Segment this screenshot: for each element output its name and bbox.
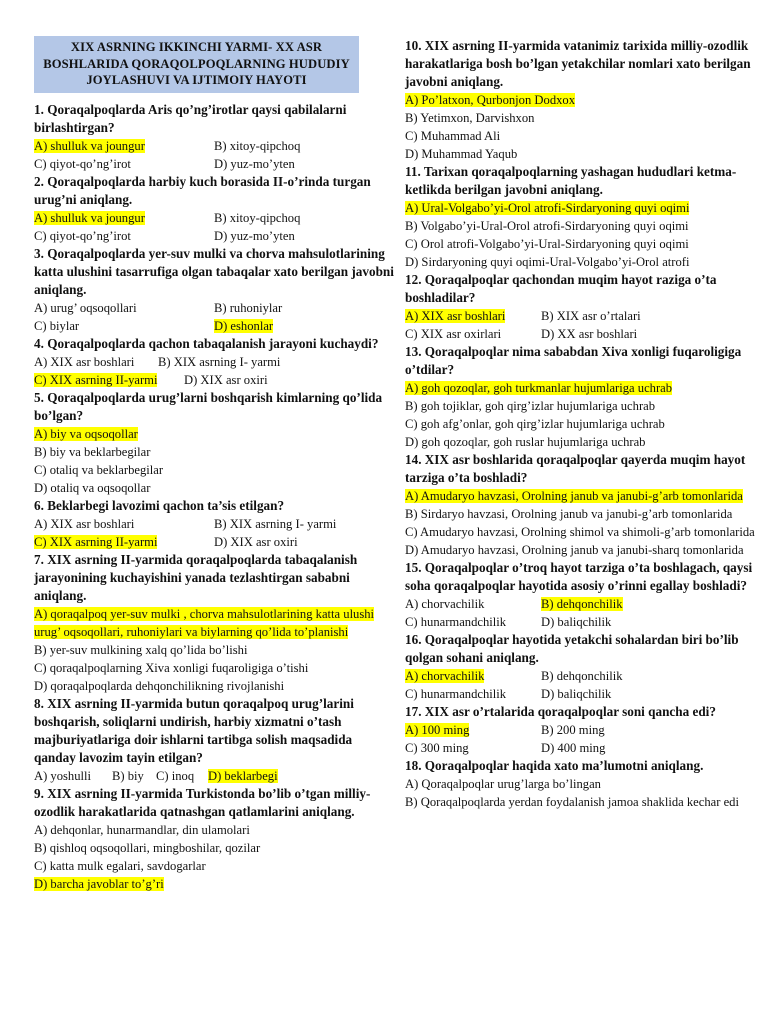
answer-row xyxy=(405,127,757,145)
answer-option: D) baliqchilik xyxy=(541,615,612,629)
question-text: 4. Qoraqalpoqlarda qachon tabaqalanish jarayoni kuchaydi? xyxy=(34,335,379,351)
answer-row xyxy=(34,317,396,335)
answer-option-correct: A) chorvachilik xyxy=(405,669,485,683)
spacer xyxy=(405,0,757,37)
answer-row xyxy=(405,397,757,415)
answer-row xyxy=(34,227,396,245)
answer-option: B) Volgabo’yi-Ural-Orol atrofi-Sirdaryoning quyi oqimi xyxy=(405,219,689,233)
answer-row xyxy=(405,487,757,505)
question-text: 8. XIX asrning II-yarmida butun qoraqalpoq urug’larini boshqarish, soliqlarni undirish, harbiy xizmatni o’tash majburiyatlariga doir ishlarni tartibga solish maqsadida qanday lavozim tayin etilgan? xyxy=(34,695,354,765)
answer-option: C) XIX asr oxirlari xyxy=(405,327,502,341)
answer-option: A) chorvachilik xyxy=(405,597,485,611)
answer-option: B) biy xyxy=(112,768,144,783)
answer-row xyxy=(405,379,757,397)
question-text: 13. Qoraqalpoqlar nima sababdan Xiva xonligi fuqaroligiga o’tdilar? xyxy=(405,344,742,377)
answer-option: B) XIX asrning I- yarmi xyxy=(214,516,337,531)
answer-option: A) urug’ oqsoqollari xyxy=(34,300,137,315)
answer-row xyxy=(34,533,396,551)
answer-option: B) Sirdaryo havzasi, Orolning janub va janubi-g’arb tomonlarida xyxy=(405,507,733,521)
question-block xyxy=(405,703,757,757)
answer-option-correct: D) barcha javoblar to’g’ri xyxy=(34,876,164,891)
answer-option: C) qoraqalpoqlarning Xiva xonligi fuqaroligiga o’tishi xyxy=(34,660,309,675)
answer-option: B) Qoraqalpoqlarda yerdan foydalanish jamoa shaklida kechar edi xyxy=(405,795,739,809)
answer-option: B) XIX asrning I- yarmi xyxy=(158,354,281,369)
answer-option: C) hunarmandchilik xyxy=(405,687,507,701)
answer-option-correct: D) beklarbegi xyxy=(208,768,278,783)
answer-option-correct: A) Amudaryo havzasi, Orolning janub va janubi-g’arb tomonlarida xyxy=(405,489,743,503)
answer-option-correct: B) dehqonchilik xyxy=(541,597,623,611)
answer-row xyxy=(405,541,757,559)
answer-option: C) hunarmandchilik xyxy=(405,615,507,629)
answer-row xyxy=(34,839,396,857)
question-block xyxy=(34,785,396,893)
answer-row xyxy=(405,307,757,325)
question-text: 6. Beklarbegi lavozimi qachon ta’sis etilgan? xyxy=(34,497,285,513)
question-text: 2. Qoraqalpoqlarda harbiy kuch borasida II-o’rinda turgan urug’ni aniqlang. xyxy=(34,173,371,207)
answer-option: D) Amudaryo havzasi, Orolning janub va janubi-sharq tomonlarida xyxy=(405,543,744,557)
question-block xyxy=(34,245,396,335)
answer-row xyxy=(405,721,757,739)
question-block xyxy=(34,551,396,695)
answer-option: A) XIX asr boshlari xyxy=(34,354,135,369)
answer-row xyxy=(34,857,396,875)
answer-option: B) goh tojiklar, goh qirg’izlar hujumlariga uchrab xyxy=(405,399,656,413)
answer-option: C) inoq xyxy=(156,768,195,783)
answer-row xyxy=(405,505,757,523)
answer-option: C) otaliq va beklarbegilar xyxy=(34,462,164,477)
answer-option: C) Amudaryo havzasi, Orolning shimol va shimoli-g’arb tomonlarida xyxy=(405,525,755,539)
answer-option: D) baliqchilik xyxy=(541,687,612,701)
document-title xyxy=(34,36,359,93)
answer-row xyxy=(405,667,757,685)
answer-option: C) qiyot-qo’ng’irot xyxy=(34,228,131,243)
question-block xyxy=(34,389,396,497)
answer-option: D) yuz-mo’yten xyxy=(214,156,295,171)
question-block xyxy=(405,559,757,631)
answer-option-correct: A) biy va oqsoqollar xyxy=(34,426,138,441)
answer-row xyxy=(405,145,757,163)
answer-option: A) XIX asr boshlari xyxy=(34,516,135,531)
answer-option: B) xitoy-qipchoq xyxy=(214,138,301,153)
question-block xyxy=(34,335,396,389)
right-column xyxy=(405,0,757,811)
question-text: 14. XIX asr boshlarida qoraqalpoqlar qayerda muqim hayot tarziga o’ta boshladi? xyxy=(405,452,746,485)
answer-row xyxy=(34,299,396,317)
answer-option-correct: A) 100 ming xyxy=(405,723,470,737)
answer-row xyxy=(34,353,396,371)
answer-row xyxy=(34,875,396,893)
answer-option-correct: A) XIX asr boshlari xyxy=(405,309,506,323)
answer-option: D) goh qozoqlar, goh ruslar hujumlariga uchrab xyxy=(405,435,646,449)
answer-option: C) qiyot-qo’ng’irot xyxy=(34,156,131,171)
answer-option: B) XIX asr o’rtalari xyxy=(541,309,641,323)
answer-option: D) otaliq va oqsoqollar xyxy=(34,480,151,495)
question-block xyxy=(405,343,757,451)
answer-option: B) 200 ming xyxy=(541,723,605,737)
question-text: 7. XIX asrning II-yarmida qoraqalpoqlarda tabaqalanish jarayonining kuchayishini yanada tezlashtirgan sababni aniqlang. xyxy=(34,551,358,603)
answer-row xyxy=(34,605,396,641)
answer-option: C) Muhammad Ali xyxy=(405,129,501,143)
answer-option-correct: A) shulluk va joungur xyxy=(34,138,145,153)
answer-option: D) XIX asr oxiri xyxy=(214,534,298,549)
answer-option: C) katta mulk egalari, savdogarlar xyxy=(34,858,206,873)
question-text: 15. Qoraqalpoqlar o’troq hayot tarziga o’ta boshlagach, qaysi soha qoraqalpoqlar hayotida asosiy o’rinni egallay boshladi? xyxy=(405,560,753,593)
answer-row xyxy=(34,767,396,785)
answer-row xyxy=(405,91,757,109)
answer-option: A) Qoraqalpoqlar urug’larga bo’lingan xyxy=(405,777,601,791)
answer-row xyxy=(405,325,757,343)
answer-row xyxy=(405,523,757,541)
answer-row xyxy=(405,253,757,271)
question-text: 10. XIX asrning II-yarmida vatanimiz tarixida milliy-ozodlik harakatlariga bosh bo’lgan yetakchilar nomlari xato berilgan javobni aniqlang. xyxy=(405,38,751,89)
answer-row xyxy=(405,739,757,757)
answer-option: B) dehqonchilik xyxy=(541,669,623,683)
question-block xyxy=(34,101,396,173)
answer-row xyxy=(405,433,757,451)
answer-option-correct: D) eshonlar xyxy=(214,318,274,333)
answer-option: D) XIX asr oxiri xyxy=(184,372,268,387)
answer-option: D) 400 ming xyxy=(541,741,606,755)
question-block xyxy=(405,163,757,271)
answer-option: D) XX asr boshlari xyxy=(541,327,638,341)
question-block xyxy=(405,757,757,811)
question-block xyxy=(34,497,396,551)
answer-option: B) xitoy-qipchoq xyxy=(214,210,301,225)
question-text: 5. Qoraqalpoqlarda urug’larni boshqarish kimlarning qo’lida bo’lgan? xyxy=(34,389,383,423)
answer-row xyxy=(405,595,757,613)
answer-row xyxy=(34,443,396,461)
answer-option: C) biylar xyxy=(34,318,80,333)
answer-row xyxy=(34,479,396,497)
question-text: 16. Qoraqalpoqlar hayotida yetakchi sohalardan biri bo’lib qolgan sohani aniqlang. xyxy=(405,632,739,665)
answer-row xyxy=(34,137,396,155)
answer-row xyxy=(405,775,757,793)
answer-option-correct: A) shulluk va joungur xyxy=(34,210,145,225)
question-text: 18. Qoraqalpoqlar haqida xato ma’lumotni aniqlang. xyxy=(405,758,704,773)
answer-row xyxy=(405,235,757,253)
answer-option-correct: A) Ural-Volgabo’yi-Orol atrofi-Sirdaryoning quyi oqimi xyxy=(405,201,690,215)
answer-option: D) Muhammad Yaqub xyxy=(405,147,518,161)
answer-row xyxy=(34,821,396,839)
answer-row xyxy=(34,425,396,443)
question-block xyxy=(405,631,757,703)
document-title-text: XIX ASRNING IKKINCHI YARMI- XX ASR BOSHLARIDA QORAQOLPOQLARNING HUDUDIY JOYLASHUVI VA IJTIMOIY HAYOTI xyxy=(43,40,350,87)
question-block xyxy=(34,173,396,245)
answer-row xyxy=(405,793,757,811)
answer-option-correct: A) Po’latxon, Qurbonjon Dodxox xyxy=(405,93,576,107)
answer-row xyxy=(405,415,757,433)
answer-row xyxy=(405,109,757,127)
answer-option: C) 300 ming xyxy=(405,741,469,755)
question-text: 11. Tarixan qoraqalpoqlarning yashagan hududlari ketma-ketlikda berilgan javobni aniqlang. xyxy=(405,164,737,197)
question-text: 17. XIX asr o’rtalarida qoraqalpoqlar soni qancha edi? xyxy=(405,704,716,719)
question-text: 1. Qoraqalpoqlarda Aris qo’ng’irotlar qaysi qabilalarni birlashtirgan? xyxy=(34,101,347,135)
answer-option: B) Yetimxon, Darvishxon xyxy=(405,111,535,125)
question-list-right xyxy=(405,37,757,811)
answer-row xyxy=(34,371,396,389)
answer-row xyxy=(34,515,396,533)
answer-option-correct: A) goh qozoqlar, goh turkmanlar hujumlariga uchrab xyxy=(405,381,673,395)
answer-option: C) Orol atrofi-Volgabo’yi-Ural-Sirdaryoning quyi oqimi xyxy=(405,237,689,251)
question-text: 3. Qoraqalpoqlarda yer-suv mulki va chorva mahsulotlarining katta ulushini tasarrufiga olgan tabaqalar xato berilgan javobni aniqlang. xyxy=(34,245,394,297)
answer-option: A) yoshulli xyxy=(34,768,92,783)
answer-option-correct: C) XIX asrning II-yarmi xyxy=(34,372,158,387)
answer-row xyxy=(405,217,757,235)
spacer xyxy=(34,93,396,101)
answer-option: D) Sirdaryoning quyi oqimi-Ural-Volgabo’yi-Orol atrofi xyxy=(405,255,690,269)
answer-row xyxy=(34,677,396,695)
answer-option: C) goh afg’onlar, goh qirg’izlar hujumlariga uchrab xyxy=(405,417,665,431)
answer-option-correct: C) XIX asrning II-yarmi xyxy=(34,534,158,549)
question-text: 12. Qoraqalpoqlar qachondan muqim hayot raziga o’ta boshladilar? xyxy=(405,272,717,305)
question-block xyxy=(405,271,757,343)
answer-row xyxy=(34,155,396,173)
question-text: 9. XIX asrning II-yarmida Turkistonda bo’lib o’tgan milliy-ozodlik harakatlarida qatnashgan qatlamlarini aniqlang. xyxy=(34,785,371,819)
answer-option: D) yuz-mo’yten xyxy=(214,228,295,243)
left-column xyxy=(34,0,396,893)
question-block xyxy=(34,695,396,785)
answer-row xyxy=(405,613,757,631)
answer-option: B) biy va beklarbegilar xyxy=(34,444,151,459)
answer-option: B) yer-suv mulkining xalq qo’lida bo’lishi xyxy=(34,642,248,657)
answer-option: D) qoraqalpoqlarda dehqonchilikning rivojlanishi xyxy=(34,678,285,693)
answer-option: B) qishloq oqsoqollari, mingboshilar, qozilar xyxy=(34,840,261,855)
answer-row xyxy=(34,659,396,677)
answer-row xyxy=(34,461,396,479)
answer-row xyxy=(34,641,396,659)
answer-row xyxy=(405,685,757,703)
answer-row xyxy=(405,199,757,217)
answer-row xyxy=(34,209,396,227)
answer-option: B) ruhoniylar xyxy=(214,300,283,315)
answer-option: A) dehqonlar, hunarmandlar, din ulamolari xyxy=(34,822,250,837)
answer-option-correct: A) qoraqalpoq yer-suv mulki , chorva mahsulotlarining katta ulushi urug’ oqsoqollari, ruhoniylari va biylarning qo’lida to’planishi xyxy=(34,606,375,639)
question-block xyxy=(405,37,757,163)
question-list-left xyxy=(34,101,396,893)
question-block xyxy=(405,451,757,559)
